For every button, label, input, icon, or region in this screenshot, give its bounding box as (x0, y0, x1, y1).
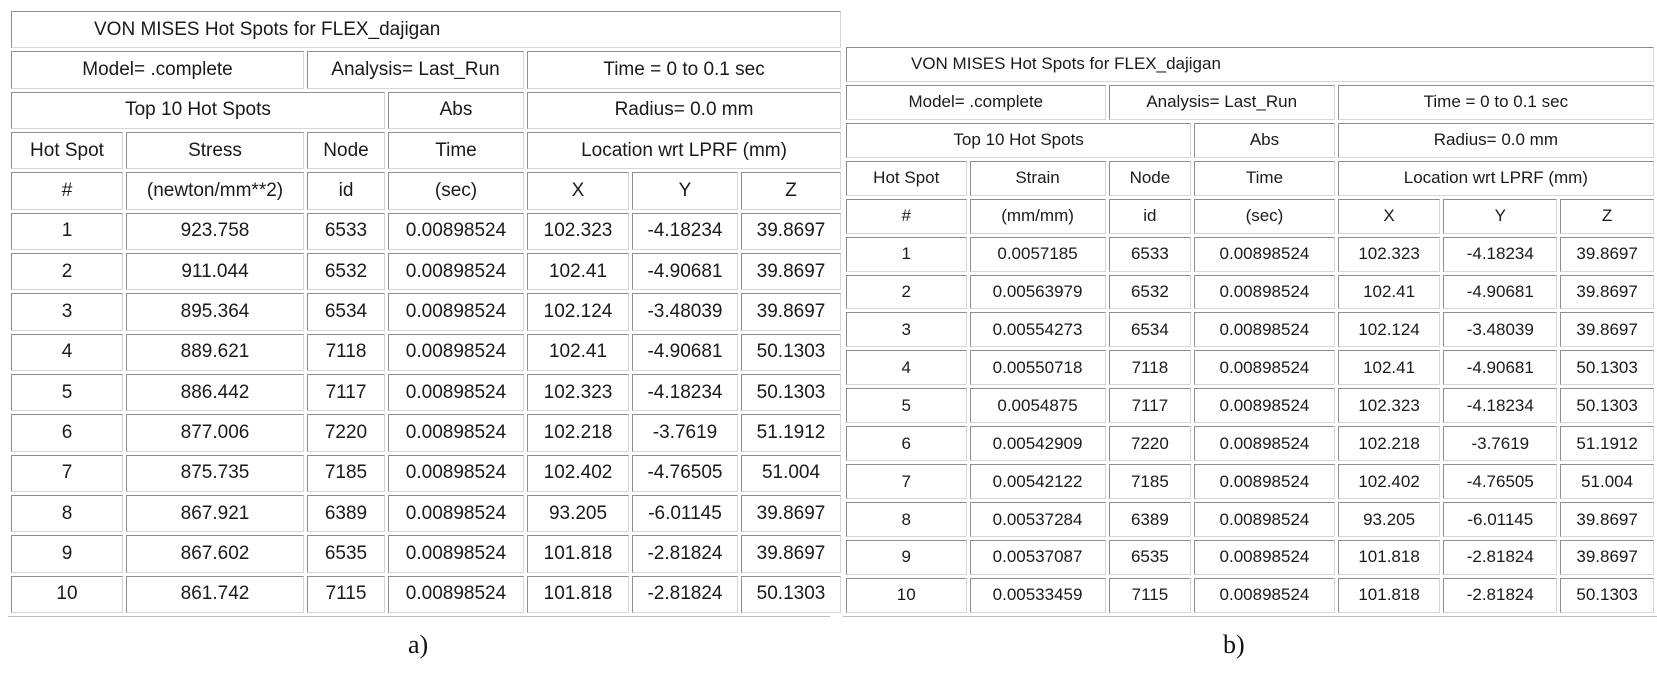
table-cell: 0.00563979 (970, 275, 1106, 310)
table-cell: 0.00898524 (1194, 426, 1335, 461)
table-cell: -4.90681 (632, 334, 738, 371)
unit-cell: X (527, 172, 629, 209)
table-cell: 0.00898524 (388, 253, 524, 290)
table-cell: 39.8697 (1560, 502, 1654, 537)
table-cell: 0.0054875 (970, 388, 1106, 423)
table-cell: 102.218 (1338, 426, 1441, 461)
hot-spot-table-stress (8, 8, 844, 616)
table-row (846, 502, 1654, 537)
table-cell: 5 (846, 388, 967, 423)
table-row (846, 237, 1654, 272)
table-row (11, 213, 841, 250)
hot-spot-panel-strain (843, 44, 1657, 617)
table-cell: 0.00898524 (1194, 350, 1335, 385)
table-row (846, 312, 1654, 347)
table-title: VON MISES Hot Spots for FLEX_dajigan (846, 47, 1654, 82)
summary-row (846, 123, 1654, 158)
unit-cell: # (11, 172, 123, 209)
table-cell: 50.1303 (1560, 578, 1654, 613)
unit-cell: X (1338, 199, 1441, 234)
table-cell: 3 (846, 312, 967, 347)
table-cell: 39.8697 (741, 253, 841, 290)
table-cell: -2.81824 (632, 535, 738, 572)
table-cell: 2 (11, 253, 123, 290)
table-cell: 0.00898524 (388, 535, 524, 572)
table-cell: 51.004 (741, 455, 841, 492)
table-cell: 1 (846, 237, 967, 272)
table-cell: 51.1912 (1560, 426, 1654, 461)
table-cell: 6534 (307, 293, 385, 330)
summary-row (11, 92, 841, 129)
info-row (11, 51, 841, 88)
table-row (11, 334, 841, 371)
table-cell: 7 (11, 455, 123, 492)
table-cell: 923.758 (126, 213, 304, 250)
abs-cell: Abs (1194, 123, 1335, 158)
table-cell: 7220 (1109, 426, 1192, 461)
table-cell: -4.90681 (632, 253, 738, 290)
table-cell: 10 (11, 576, 123, 613)
table-cell: 886.442 (126, 374, 304, 411)
table-cell: -4.18234 (632, 374, 738, 411)
table-row (846, 275, 1654, 310)
table-cell: 6535 (307, 535, 385, 572)
table-cell: 0.00898524 (388, 576, 524, 613)
table-row (846, 388, 1654, 423)
table-cell: 6535 (1109, 540, 1192, 575)
table-cell: 39.8697 (741, 293, 841, 330)
header-row (11, 132, 841, 169)
unit-cell: (mm/mm) (970, 199, 1106, 234)
table-cell: 0.00898524 (388, 293, 524, 330)
caption-a: a) (408, 630, 429, 659)
unit-cell: Y (632, 172, 738, 209)
table-cell: 102.41 (1338, 350, 1441, 385)
table-cell: 0.00537087 (970, 540, 1106, 575)
table-cell: -6.01145 (632, 495, 738, 532)
table-cell: 0.00533459 (970, 578, 1106, 613)
table-cell: 102.402 (527, 455, 629, 492)
table-cell: 2 (846, 275, 967, 310)
table-cell: 7117 (307, 374, 385, 411)
table-cell: 8 (11, 495, 123, 532)
location-header: Location wrt LPRF (mm) (527, 132, 841, 169)
table-cell: 6533 (307, 213, 385, 250)
table-cell: 0.00898524 (388, 495, 524, 532)
table-cell: 0.00542909 (970, 426, 1106, 461)
table-cell: 1 (11, 213, 123, 250)
table-cell: 102.41 (527, 253, 629, 290)
table-cell: -6.01145 (1443, 502, 1557, 537)
table-cell: 7185 (307, 455, 385, 492)
time-range-cell: Time = 0 to 0.1 sec (1338, 85, 1654, 120)
table-cell: 0.00898524 (1194, 502, 1335, 537)
table-cell: 4 (846, 350, 967, 385)
table-cell: 0.00542122 (970, 464, 1106, 499)
model-cell: Model= .complete (11, 51, 304, 88)
table-title: VON MISES Hot Spots for FLEX_dajigan (11, 11, 841, 48)
table-cell: 7118 (307, 334, 385, 371)
unit-cell: Z (1560, 199, 1654, 234)
table-cell: 6 (11, 414, 123, 451)
table-cell: 101.818 (1338, 540, 1441, 575)
caption-b: b) (1223, 630, 1245, 659)
table-cell: -4.90681 (1443, 350, 1557, 385)
table-cell: 9 (11, 535, 123, 572)
table-cell: 50.1303 (741, 374, 841, 411)
column-header: Hot Spot (11, 132, 123, 169)
table-cell: 51.1912 (741, 414, 841, 451)
column-header: Time (1194, 161, 1335, 196)
analysis-cell: Analysis= Last_Run (1109, 85, 1335, 120)
table-cell: 6532 (1109, 275, 1192, 310)
table-cell: 39.8697 (1560, 540, 1654, 575)
table-cell: 39.8697 (1560, 237, 1654, 272)
title-row (846, 47, 1654, 82)
table-cell: 0.00898524 (388, 213, 524, 250)
table-cell: 0.00898524 (1194, 275, 1335, 310)
table-cell: 39.8697 (741, 495, 841, 532)
table-cell: 0.00550718 (970, 350, 1106, 385)
table-cell: 102.218 (527, 414, 629, 451)
table-cell: 7117 (1109, 388, 1192, 423)
table-row (11, 535, 841, 572)
hot-spot-panel-stress (8, 8, 830, 617)
table-cell: 6532 (307, 253, 385, 290)
top-hot-spots-cell: Top 10 Hot Spots (846, 123, 1191, 158)
table-cell: 102.323 (1338, 237, 1441, 272)
table-cell: 101.818 (1338, 578, 1441, 613)
unit-cell: (sec) (1194, 199, 1335, 234)
hot-spot-table-strain (843, 44, 1657, 616)
table-cell: 102.323 (527, 213, 629, 250)
table-row (11, 455, 841, 492)
table-cell: 6534 (1109, 312, 1192, 347)
table-cell: 39.8697 (1560, 312, 1654, 347)
table-cell: 8 (846, 502, 967, 537)
column-header: Hot Spot (846, 161, 967, 196)
table-cell: 102.41 (1338, 275, 1441, 310)
table-cell: -3.7619 (632, 414, 738, 451)
table-cell: 867.921 (126, 495, 304, 532)
table-cell: 0.00898524 (1194, 237, 1335, 272)
table-cell: 10 (846, 578, 967, 613)
table-cell: 3 (11, 293, 123, 330)
table-cell: 895.364 (126, 293, 304, 330)
table-cell: 7220 (307, 414, 385, 451)
table-cell: 7 (846, 464, 967, 499)
column-header: Stress (126, 132, 304, 169)
unit-cell: (newton/mm**2) (126, 172, 304, 209)
table-row (11, 253, 841, 290)
table-cell: 7115 (307, 576, 385, 613)
table-cell: 93.205 (527, 495, 629, 532)
table-cell: 7185 (1109, 464, 1192, 499)
column-header: Node (307, 132, 385, 169)
table-cell: -4.76505 (632, 455, 738, 492)
table-cell: 9 (846, 540, 967, 575)
table-cell: 102.124 (1338, 312, 1441, 347)
table-cell: -4.76505 (1443, 464, 1557, 499)
table-cell: 861.742 (126, 576, 304, 613)
column-header: Time (388, 132, 524, 169)
title-row (11, 11, 841, 48)
table-cell: 867.602 (126, 535, 304, 572)
table-cell: 39.8697 (741, 535, 841, 572)
table-cell: 7118 (1109, 350, 1192, 385)
table-cell: -4.18234 (632, 213, 738, 250)
table-row (846, 540, 1654, 575)
table-row (11, 414, 841, 451)
header-row (846, 161, 1654, 196)
unit-cell: id (1109, 199, 1192, 234)
table-row (11, 374, 841, 411)
table-cell: 0.00898524 (388, 374, 524, 411)
table-cell: 889.621 (126, 334, 304, 371)
abs-cell: Abs (388, 92, 524, 129)
table-cell: -4.18234 (1443, 388, 1557, 423)
table-cell: 6389 (307, 495, 385, 532)
units-row (11, 172, 841, 209)
unit-cell: # (846, 199, 967, 234)
table-cell: -4.90681 (1443, 275, 1557, 310)
table-cell: 0.00898524 (388, 334, 524, 371)
radius-cell: Radius= 0.0 mm (527, 92, 841, 129)
table-cell: 5 (11, 374, 123, 411)
table-row (11, 576, 841, 613)
info-row (846, 85, 1654, 120)
unit-cell: Y (1443, 199, 1557, 234)
table-cell: -3.48039 (1443, 312, 1557, 347)
table-cell: 911.044 (126, 253, 304, 290)
table-cell: 875.735 (126, 455, 304, 492)
table-cell: 0.00554273 (970, 312, 1106, 347)
table-cell: 93.205 (1338, 502, 1441, 537)
table-cell: 877.006 (126, 414, 304, 451)
table-cell: 0.00898524 (1194, 464, 1335, 499)
column-header: Strain (970, 161, 1106, 196)
top-hot-spots-cell: Top 10 Hot Spots (11, 92, 385, 129)
table-cell: 102.402 (1338, 464, 1441, 499)
table-cell: 39.8697 (741, 213, 841, 250)
time-range-cell: Time = 0 to 0.1 sec (527, 51, 841, 88)
units-row (846, 199, 1654, 234)
unit-cell: (sec) (388, 172, 524, 209)
table-cell: 0.0057185 (970, 237, 1106, 272)
table-cell: 0.00898524 (1194, 312, 1335, 347)
column-header: Node (1109, 161, 1192, 196)
table-cell: 50.1303 (741, 334, 841, 371)
table-row (846, 426, 1654, 461)
table-cell: 102.323 (527, 374, 629, 411)
table-cell: 6533 (1109, 237, 1192, 272)
unit-cell: Z (741, 172, 841, 209)
table-row (11, 293, 841, 330)
table-cell: 0.00537284 (970, 502, 1106, 537)
table-cell: 101.818 (527, 535, 629, 572)
table-cell: 50.1303 (1560, 388, 1654, 423)
table-cell: 0.00898524 (1194, 388, 1335, 423)
table-cell: 4 (11, 334, 123, 371)
table-cell: 0.00898524 (388, 414, 524, 451)
table-cell: 0.00898524 (388, 455, 524, 492)
table-cell: 7115 (1109, 578, 1192, 613)
table-cell: 51.004 (1560, 464, 1654, 499)
table-cell: -3.48039 (632, 293, 738, 330)
table-cell: 6389 (1109, 502, 1192, 537)
table-row (846, 350, 1654, 385)
location-header: Location wrt LPRF (mm) (1338, 161, 1654, 196)
table-cell: -4.18234 (1443, 237, 1557, 272)
model-cell: Model= .complete (846, 85, 1106, 120)
table-cell: -2.81824 (632, 576, 738, 613)
table-cell: 50.1303 (741, 576, 841, 613)
analysis-cell: Analysis= Last_Run (307, 51, 524, 88)
table-row (11, 495, 841, 532)
table-row (846, 578, 1654, 613)
radius-cell: Radius= 0.0 mm (1338, 123, 1654, 158)
table-cell: 39.8697 (1560, 275, 1654, 310)
table-cell: 101.818 (527, 576, 629, 613)
unit-cell: id (307, 172, 385, 209)
table-cell: 102.41 (527, 334, 629, 371)
table-cell: 102.323 (1338, 388, 1441, 423)
table-cell: -2.81824 (1443, 540, 1557, 575)
table-cell: -2.81824 (1443, 578, 1557, 613)
table-cell: -3.7619 (1443, 426, 1557, 461)
table-cell: 6 (846, 426, 967, 461)
table-cell: 50.1303 (1560, 350, 1654, 385)
table-cell: 0.00898524 (1194, 540, 1335, 575)
table-cell: 0.00898524 (1194, 578, 1335, 613)
table-cell: 102.124 (527, 293, 629, 330)
table-row (846, 464, 1654, 499)
